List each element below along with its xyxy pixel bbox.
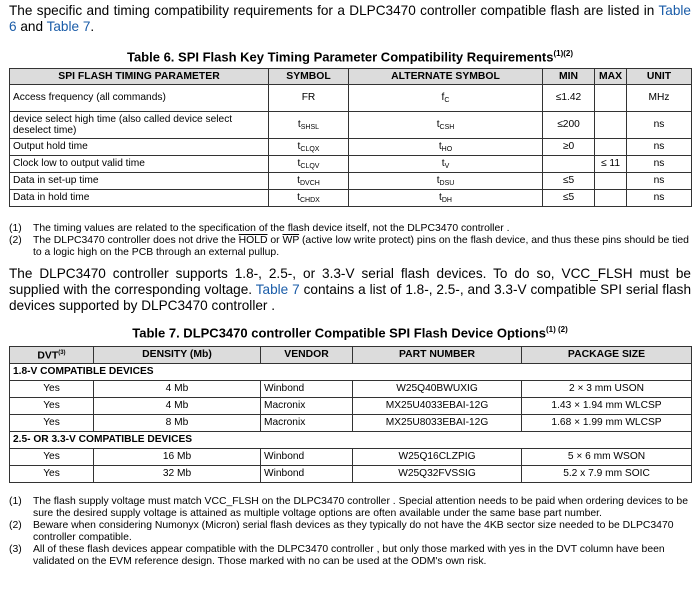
- table7-row: [10, 449, 692, 466]
- param-cell: Data in set-up time: [10, 173, 269, 190]
- table6-header-row: [10, 69, 692, 85]
- table6-header: SPI FLASH TIMING PARAMETER: [10, 69, 269, 85]
- table6-row: [10, 139, 692, 156]
- vendor-cell: Macronix: [261, 398, 353, 415]
- part-number-cell: W25Q16CLZPIG: [353, 449, 522, 466]
- unit-cell: ns: [627, 156, 692, 173]
- table7: [9, 346, 692, 483]
- table6-caption: Table 6. SPI Flash Key Timing Parameter Compatibility Requirements$^{(1)(2)}$: [126, 49, 574, 65]
- part-number-cell: W25Q32FVSSIG: [353, 466, 522, 483]
- density-cell: 4 Mb: [94, 381, 261, 398]
- min-cell: [543, 156, 595, 173]
- table6: [9, 68, 692, 207]
- unit-cell: ns: [627, 112, 692, 139]
- table7-header: PART NUMBER: [353, 347, 522, 364]
- vendor-cell: Winbond: [261, 449, 353, 466]
- table7-row: [10, 381, 692, 398]
- table7-header: DENSITY (Mb): [94, 347, 261, 364]
- table6-row: [10, 85, 692, 112]
- package-cell: 5.2 x 7.9 mm SOIC: [522, 466, 692, 483]
- alt-symbol-cell: tHO: [349, 139, 543, 156]
- alt-symbol-cell: tDSU: [349, 173, 543, 190]
- table7-header: VENDOR: [261, 347, 353, 364]
- intro-paragraph: [9, 3, 691, 35]
- package-cell: 1.68 × 1.99 mm WLCSP: [522, 415, 692, 432]
- vendor-cell: Macronix: [261, 415, 353, 432]
- param-cell: device select high time (also called device select deselect time): [10, 112, 269, 139]
- table6-note: (1) The timing values are related to the specification of the flash device itself, not the DLPC3470 controller .: [9, 223, 510, 234]
- table7-row: [10, 415, 692, 432]
- dvt-cell: Yes: [10, 415, 94, 432]
- density-cell: 8 Mb: [94, 415, 261, 432]
- table6-header: ALTERNATE SYMBOL: [349, 69, 543, 85]
- table7-row: [10, 398, 692, 415]
- table7-header-row: [10, 347, 692, 364]
- dvt-cell: Yes: [10, 398, 94, 415]
- param-cell: Clock low to output valid time: [10, 156, 269, 173]
- max-cell: [595, 190, 627, 207]
- section-label: 1.8-V COMPATIBLE DEVICES: [10, 364, 692, 381]
- dvt-cell: Yes: [10, 381, 94, 398]
- table7-header: PACKAGE SIZE: [522, 347, 692, 364]
- section-label: 2.5- OR 3.3-V COMPATIBLE DEVICES: [10, 432, 692, 449]
- min-cell: ≥0: [543, 139, 595, 156]
- min-cell: ≤5: [543, 190, 595, 207]
- param-cell: Data in hold time: [10, 190, 269, 207]
- intro-text-end: .: [90, 19, 95, 34]
- min-cell: ≤5: [543, 173, 595, 190]
- table6-note: (2) The DLPC3470 controller does not drive the HOLD or $\overline{WP}$ (active low write protect) pins on the flash device, and thus these pins should be tied to a logic high on the PCB through an external pullup.: [9, 235, 689, 258]
- table6-header: UNIT: [627, 69, 692, 85]
- table7-section-row: [10, 432, 692, 449]
- table6-row: [10, 190, 692, 207]
- dvt-cell: Yes: [10, 466, 94, 483]
- table6-header: MAX: [595, 69, 627, 85]
- max-cell: [595, 173, 627, 190]
- max-cell: [595, 85, 627, 112]
- vendor-cell: Winbond: [261, 381, 353, 398]
- package-cell: 1.43 × 1.94 mm WLCSP: [522, 398, 692, 415]
- part-number-cell: MX25U4033EBAI-12G: [353, 398, 522, 415]
- table6-row: [10, 156, 692, 173]
- symbol-cell: tCLQV: [269, 156, 349, 173]
- table7-link-2[interactable]: Table 7: [255, 282, 300, 297]
- symbol-cell: tCLQX: [269, 139, 349, 156]
- intro-text: The specific and timing compatibility requirements for a DLPC3470 controller compatible flash are listed in: [9, 3, 659, 18]
- param-cell: Output hold time: [10, 139, 269, 156]
- intro-text-mid: and: [16, 19, 47, 34]
- table7-row: [10, 466, 692, 483]
- symbol-cell: tDVCH: [269, 173, 349, 190]
- param-cell: Access frequency (all commands): [10, 85, 269, 112]
- table7-note: (2) Beware when considering Numonyx (Micron) serial flash devices as they typically do not have the 4KB sector size needed to be DLPC3470 controller compatible.: [9, 520, 674, 543]
- symbol-cell: tCHDX: [269, 190, 349, 207]
- min-cell: ≤200: [543, 112, 595, 139]
- dvt-cell: Yes: [10, 449, 94, 466]
- table6-row: [10, 112, 692, 139]
- unit-cell: ns: [627, 139, 692, 156]
- table6-link[interactable]: Table 6: [9, 3, 691, 34]
- table6-notes: [9, 223, 691, 259]
- unit-cell: ns: [627, 173, 692, 190]
- table7-link[interactable]: Table 7: [46, 19, 91, 34]
- table7-caption: Table 7. DLPC3470 controller Compatible SPI Flash Device Options$^{(1) (2)}$: [132, 325, 568, 341]
- density-cell: 4 Mb: [94, 398, 261, 415]
- package-cell: 5 × 6 mm WSON: [522, 449, 692, 466]
- min-cell: ≤1.42: [543, 85, 595, 112]
- max-cell: [595, 112, 627, 139]
- symbol-cell: FR: [269, 85, 349, 112]
- symbol-cell: tSHSL: [269, 112, 349, 139]
- package-cell: 2 × 3 mm USON: [522, 381, 692, 398]
- alt-symbol-cell: tV: [349, 156, 543, 173]
- max-cell: [595, 139, 627, 156]
- alt-symbol-cell: tDH: [349, 190, 543, 207]
- unit-cell: ns: [627, 190, 692, 207]
- part-number-cell: W25Q40BWUXIG: [353, 381, 522, 398]
- table7-note: (3) All of these flash devices appear compatible with the DLPC3470 controller , but only those marked with yes in the DVT column have been validated on the EVM reference design. Those marked with no can be used at the ODM's own risk.: [9, 544, 665, 567]
- unit-cell: MHz: [627, 85, 692, 112]
- vendor-cell: Winbond: [261, 466, 353, 483]
- table7-section-row: [10, 364, 692, 381]
- table7-notes: [9, 496, 691, 568]
- alt-symbol-cell: tCSH: [349, 112, 543, 139]
- max-cell: ≤ 11: [595, 156, 627, 173]
- alt-symbol-cell: fC: [349, 85, 543, 112]
- table6-header: SYMBOL: [269, 69, 349, 85]
- density-cell: 32 Mb: [94, 466, 261, 483]
- table7-header: DVT$^{(3)}$: [10, 347, 94, 364]
- density-cell: 16 Mb: [94, 449, 261, 466]
- table6-row: [10, 173, 692, 190]
- table7-note: (1) The flash supply voltage must match VCC_FLSH on the DLPC3470 controller . Special attention needs to be paid when ordering devices to be sure the desired supply voltage is attained as multiple voltage options are often available under the same base part number.: [9, 496, 688, 519]
- part-number-cell: MX25U8033EBAI-12G: [353, 415, 522, 432]
- table6-header: MIN: [543, 69, 595, 85]
- flash-support-paragraph: The DLPC3470 controller supports 1.8-, 2.5-, or 3.3-V serial flash devices. To do so, VCC_FLSH must be supplied with the corresponding voltage. Table 7 contains a list of 1.8-, 2.5-, and 3.3-V compatible SPI serial flash devices supported by DLPC3470 controller .: [9, 266, 692, 313]
